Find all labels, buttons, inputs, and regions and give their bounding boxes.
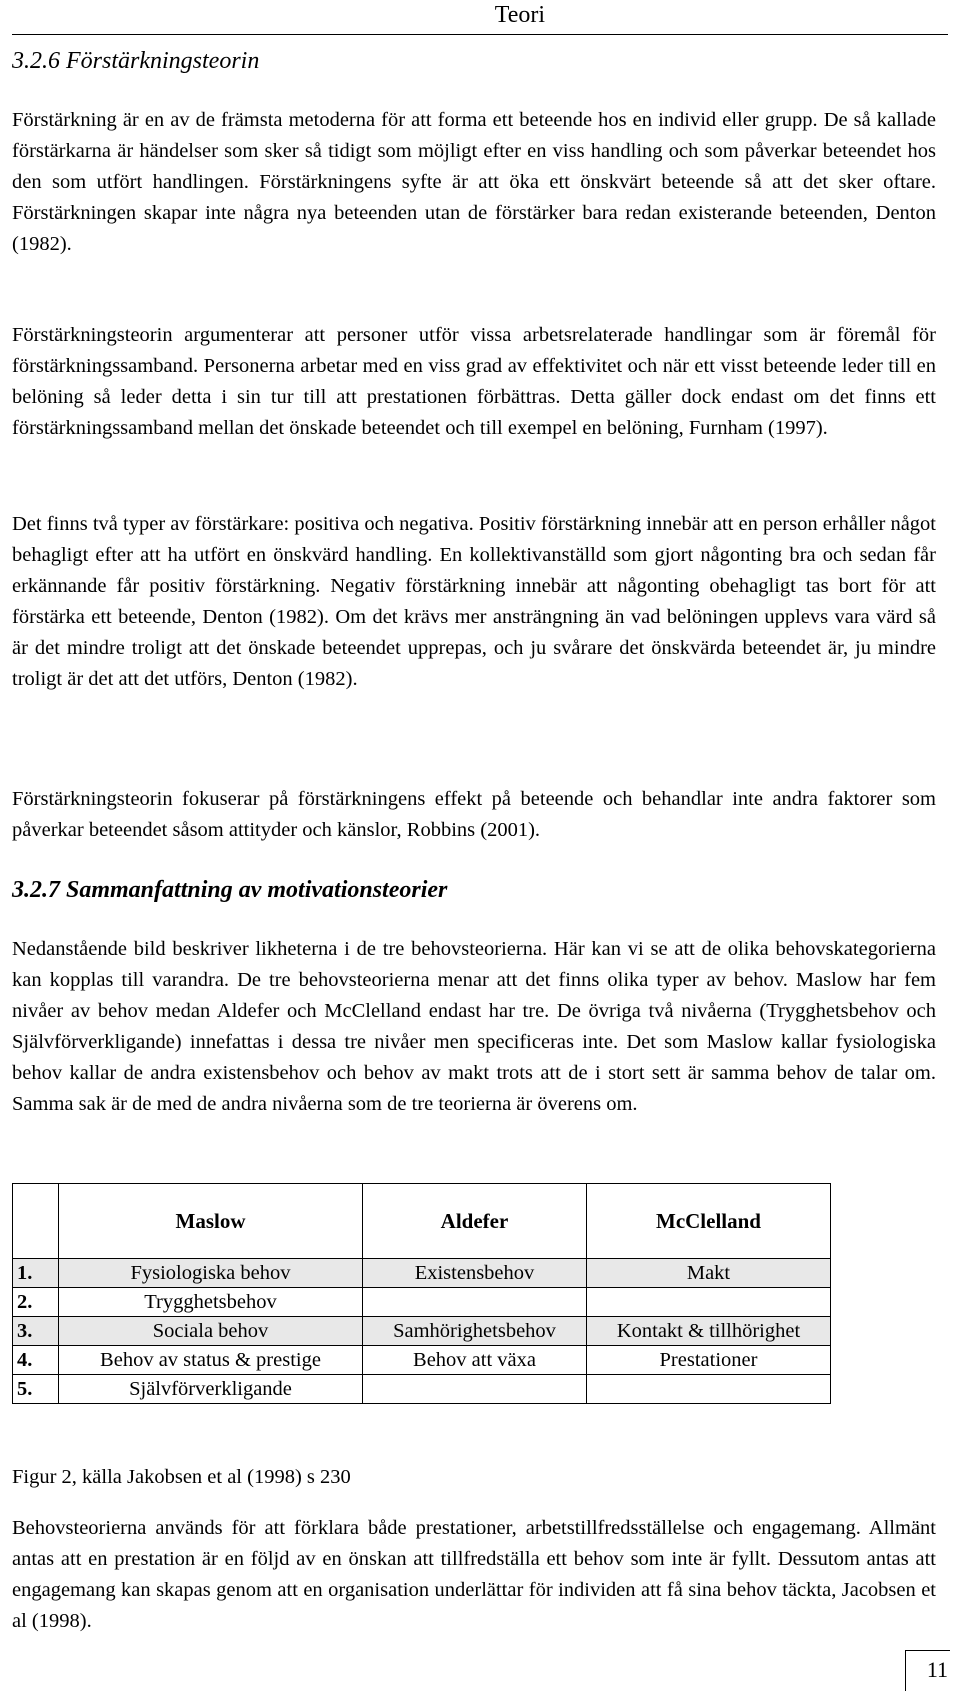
running-header: Teori [494,2,545,28]
paragraph-3: Det finns två typer av förstärkare: positiva och negativa. Positiv förstärkning innebär att en person erhåller något behagligt efter att ha utfört en önskvärd handling. En kollektivanställd som gjort någonting bra och sedan får erkännande får positiv förstärkning. Negativ förstärkning innebär att någonting obehagligt tas bort för att förstärka ett beteende, Denton (1982). Om det krävs mer ansträngning än vad belöningen upplevs vara värd så är det mindre troligt att det önskade beteendet upprepas, och ju svårare det önskvärda beteendet är, ju mindre troligt är det att det utförs, Denton (1982). [12,513,936,690]
table-cell: 3. [13,1317,59,1346]
table-cell: 2. [13,1288,59,1317]
table-cell: Sociala behov [59,1317,363,1346]
table-row [13,1259,831,1288]
table-row [13,1346,831,1375]
table-cell: Självförverkligande [59,1375,363,1404]
table-cell: Trygghetsbehov [59,1288,363,1317]
needs-comparison-table [12,1183,831,1404]
page-number: 11 [926,1657,948,1682]
table-cell [587,1288,831,1317]
figure-caption: Figur 2, källa Jakobsen et al (1998) s 230 [12,1466,351,1488]
table-header-cell: Maslow [59,1184,363,1259]
table-cell: 4. [13,1346,59,1375]
paragraph-2: Förstärkningsteorin argumenterar att personer utför vissa arbetsrelaterade handlingar som är föremål för förstärkningssamband. Personerna arbetar med en viss grad av effektivitet och när ett visst beteende leder till en belöning så leder detta i sin tur till att prestationen förbättras. Detta gäller dock endast om det finns ett förstärkningssamband mellan det önskade beteendet och till exempel en belöning, Furnham (1997). [12,324,936,439]
paragraph-intro: Nedanstående bild beskriver likheterna i de tre behovsteorierna. Här kan vi se att de olika behovskategorierna kan kopplas till varandra. De tre behovsteorierna menar att det finns olika typer av behov. Maslow har fem nivåer av behov medan Aldefer och McClelland endast har tre. De övriga två nivåerna (Trygghetsbehov och Självförverkligande) innefattas i dessa tre nivåer men specificeras inte. Det som Maslow kallar fysiologiska behov kallar de andra existensbehov och behov av makt trots att de i stort sett är samma behov de talar om. Samma sak är de med de andra nivåerna som de tre teorierna är överens om. [12,938,936,1115]
table-cell: Prestationer [587,1346,831,1375]
table-cell [363,1288,587,1317]
paragraph-closing: Behovsteorierna används för att förklara både prestationer, arbetstillfredsställelse och engagemang. Allmänt antas att en prestation är en följd av en önskan att tillfredställa ett behov som inte är fyllt. Dessutom antas att engagemang kan skapas genom att en organisation underlättar för individen att få sina behov täckta, Jacobsen et al (1998). [12,1517,936,1632]
table-header-row [13,1184,831,1259]
table-cell: Existensbehov [363,1259,587,1288]
table-cell: 1. [13,1259,59,1288]
table-header-cell: McClelland [587,1184,831,1259]
paragraph-1: Förstärkning är en av de främsta metoderna för att forma ett beteende hos en individ eller grupp. De så kallade förstärkarna är händelser som sker så tidigt som möjligt efter en viss handling och som påverkar beteendet hos den som utfört handlingen. Förstärkningens syfte är att öka ett önskvärt beteende så att det sker oftare. Förstärkningen skapar inte några nya beteenden utan de förstärker bara redan existerande beteenden, Denton (1982). [12,109,936,255]
header-rule [12,34,948,35]
section-heading-sammanfattning: 3.2.7 Sammanfattning av motivationsteorier [12,877,448,903]
table-header-cell [13,1184,59,1259]
paragraph-4: Förstärkningsteorin fokuserar på förstärkningens effekt på beteende och behandlar inte andra faktorer som påverkar beteendet såsom attityder och känslor, Robbins (2001). [12,788,936,841]
table-cell [587,1375,831,1404]
table-cell: Behov av status & prestige [59,1346,363,1375]
table-cell: Samhörighetsbehov [363,1317,587,1346]
table-cell: Fysiologiska behov [59,1259,363,1288]
table-row [13,1288,831,1317]
table-cell: 5. [13,1375,59,1404]
table-row [13,1317,831,1346]
table-cell: Kontakt & tillhörighet [587,1317,831,1346]
table-cell: Makt [587,1259,831,1288]
table-row [13,1375,831,1404]
table-header-cell: Aldefer [363,1184,587,1259]
table-cell [363,1375,587,1404]
section-heading-forstarkningsteorin: 3.2.6 Förstärkningsteorin [12,48,260,74]
table-cell: Behov att växa [363,1346,587,1375]
